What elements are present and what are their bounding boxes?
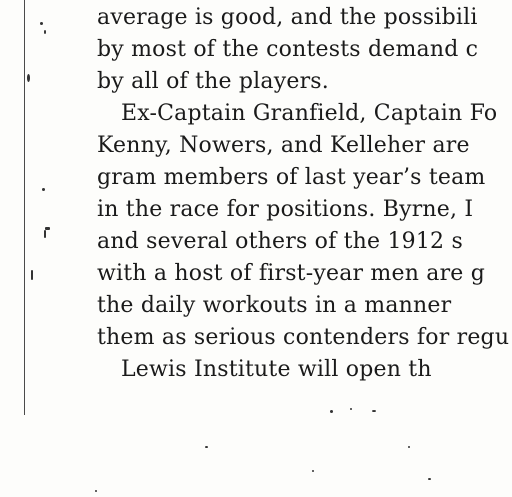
text-line: with a host of first-year men are g [97,261,486,286]
scan-speck [42,188,45,191]
scan-speck [428,478,431,480]
margin-rule [24,0,25,415]
text-line: and several others of the 1912 s [97,229,463,254]
scan-speck [350,408,352,410]
scan-speck [27,74,30,82]
scan-speck [44,230,46,238]
text-line: average is good, and the possibili [97,5,478,30]
scan-speck [31,270,33,280]
scan-speck [330,410,333,413]
scan-speck [44,30,46,34]
scan-speck [372,410,376,412]
scan-speck [408,446,410,448]
scan-speck [95,490,97,492]
body-text [97,2,512,386]
text-line: by most of the contests demand c [97,37,479,62]
text-line: in the race for positions. Byrne, I [97,197,474,222]
text-line: the daily workouts in a manner [97,293,452,318]
scan-speck [312,470,314,472]
scan-speck [40,22,43,25]
text-line: gram members of last year’s team [97,165,486,190]
text-line: Kenny, Nowers, and Kelleher are [97,133,470,158]
text-line: them as serious contenders for regu [97,325,510,350]
text-line: Ex-Captain Granfield, Captain Fo [121,101,498,126]
text-line: by all of the players. [97,69,329,94]
scan-speck [205,446,208,448]
text-line: Lewis Institute will open th [121,357,432,382]
